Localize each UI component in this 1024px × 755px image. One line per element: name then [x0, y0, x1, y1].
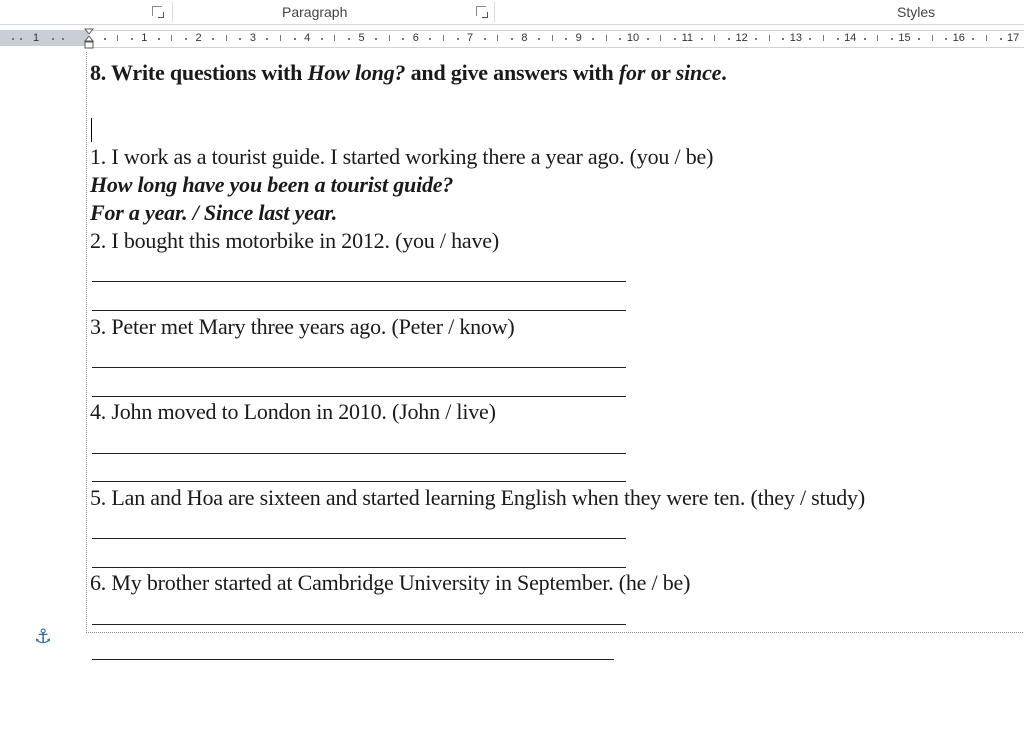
- title-text: .: [721, 60, 727, 85]
- ruler-tick: [823, 35, 824, 41]
- ruler-number: 13: [789, 32, 803, 44]
- ribbon-group-strip: [0, 0, 1024, 25]
- ruler-tick: [918, 38, 920, 40]
- title-text: or: [645, 60, 676, 85]
- exercise-item-1: 1. I work as a tourist guide. I started working there a year ago. (you / be): [90, 144, 714, 169]
- exercise-item-4: 4. John moved to London in 2010. (John / live): [90, 399, 496, 424]
- exercise-item-5: 5. Lan and Hoa are sixteen and started learning English when they were ten. (they / study): [90, 485, 865, 510]
- title-text: and give answers with: [405, 60, 619, 85]
- ruler-number: 15: [898, 32, 911, 44]
- answer-line[interactable]: [92, 481, 626, 482]
- styles-group-label: Styles: [897, 4, 936, 20]
- ruler-tick: [484, 38, 486, 40]
- ruler-tick: [62, 38, 64, 40]
- ruler-number: 8: [521, 32, 528, 44]
- paragraph-dialog-launcher-icon[interactable]: [476, 6, 486, 16]
- exercise-item-2: 2. I bought this motorbike in 2012. (you / have): [90, 228, 499, 253]
- answer-line[interactable]: [92, 396, 626, 397]
- ruler-tick: [280, 35, 281, 41]
- ribbon-separator: [172, 2, 173, 22]
- ruler-number: 1: [141, 32, 148, 44]
- ruler-tick: [348, 38, 350, 40]
- indent-marker-icon[interactable]: [84, 28, 94, 50]
- ruler-number: 4: [304, 32, 311, 44]
- ruler-tick: [12, 38, 14, 40]
- ruler-tick: [266, 38, 268, 40]
- ruler-tick: [389, 35, 390, 41]
- answer-line[interactable]: [92, 538, 626, 539]
- ruler-tick: [945, 38, 947, 40]
- ruler-number: 10: [626, 32, 640, 44]
- ruler-tick: [131, 38, 133, 40]
- ruler-tick: [375, 38, 377, 40]
- ruler-tick: [701, 38, 703, 40]
- exercise-item-3: 3. Peter met Mary three years ago. (Peter / know): [90, 314, 515, 339]
- title-text: 8. Write questions with: [90, 60, 308, 85]
- ruler-tick: [972, 38, 974, 40]
- ruler-tick: [171, 35, 172, 41]
- ruler-tick: [647, 38, 649, 40]
- ruler-tick: [158, 38, 160, 40]
- ruler-tick: [606, 35, 607, 41]
- ruler-left-number: 1: [32, 32, 40, 44]
- ruler-tick: [782, 38, 784, 40]
- example-question: How long have you been a tourist guide?: [90, 172, 454, 197]
- document-page[interactable]: [0, 52, 1024, 755]
- example-answer: For a year. / Since last year.: [90, 200, 338, 225]
- ruler-number: 7: [467, 32, 474, 44]
- ruler-number: 2: [195, 32, 202, 44]
- ruler-number: 12: [735, 32, 748, 44]
- ruler-tick: [457, 38, 459, 40]
- ruler-number: 16: [952, 32, 965, 44]
- exercise-item-6: 6. My brother started at Cambridge University in September. (he / be): [90, 570, 691, 595]
- ruler-number: 17: [1006, 32, 1020, 44]
- ruler-tick: [891, 38, 893, 40]
- answer-line[interactable]: [92, 367, 626, 368]
- ruler-tick: [497, 35, 498, 41]
- ruler-tick: [20, 38, 22, 40]
- ruler-number: 9: [575, 32, 582, 44]
- title-how-long: How long?: [307, 60, 406, 85]
- ruler-tick: [239, 38, 241, 40]
- ruler-number: 14: [844, 32, 857, 44]
- ruler-tick: [538, 38, 540, 40]
- paragraph-group-label: Paragraph: [282, 4, 348, 20]
- ruler-tick: [864, 38, 866, 40]
- ruler-tick: [932, 35, 933, 41]
- ruler-tick: [877, 35, 878, 41]
- answer-line[interactable]: [92, 624, 626, 625]
- ruler-tick: [565, 38, 567, 40]
- ruler-tick: [294, 38, 296, 40]
- ruler-number: 6: [412, 32, 419, 44]
- ruler-tick: [511, 38, 513, 40]
- title-for: for: [618, 60, 646, 85]
- ruler-tick: [1000, 38, 1002, 40]
- text-cursor: [91, 118, 92, 142]
- ruler-tick: [212, 38, 214, 40]
- ruler-tick: [52, 38, 54, 40]
- ruler-tick: [809, 38, 811, 40]
- ruler-tick: [402, 38, 404, 40]
- ruler-tick: [660, 35, 661, 41]
- anchor-icon[interactable]: ⚓: [34, 624, 52, 648]
- ruler-tick: [117, 35, 118, 41]
- ribbon-separator: [494, 2, 495, 22]
- ruler-tick: [321, 38, 323, 40]
- answer-line[interactable]: [92, 453, 626, 454]
- title-since: since: [675, 60, 722, 85]
- text-boundary: [86, 52, 1024, 633]
- ruler-tick: [674, 38, 676, 40]
- ruler-number: 11: [681, 32, 694, 44]
- ruler-tick: [185, 38, 187, 40]
- ruler-tick: [837, 38, 839, 40]
- ruler-tick: [755, 38, 757, 40]
- ruler-number: 5: [358, 32, 365, 44]
- horizontal-ruler[interactable]: [0, 26, 1024, 52]
- ruler-tick: [429, 38, 431, 40]
- font-dialog-launcher-icon[interactable]: [152, 6, 162, 16]
- ruler-tick: [592, 38, 594, 40]
- ruler-tick: [226, 35, 227, 41]
- answer-line[interactable]: [92, 567, 626, 568]
- ruler-tick: [769, 35, 770, 41]
- ruler-tick: [619, 38, 621, 40]
- answer-line[interactable]: [92, 659, 614, 660]
- ruler-tick: [334, 35, 335, 41]
- ruler-tick: [986, 35, 987, 41]
- ruler-text-area: [88, 30, 1024, 48]
- exercise-title: [90, 60, 727, 86]
- ruler-tick: [728, 38, 730, 40]
- answer-line[interactable]: [92, 310, 626, 311]
- ruler-tick: [552, 35, 553, 41]
- ruler-tick: [714, 35, 715, 41]
- answer-line[interactable]: [92, 281, 626, 282]
- ruler-tick: [443, 35, 444, 41]
- ruler-number: 3: [249, 32, 256, 44]
- ruler-tick: [104, 38, 106, 40]
